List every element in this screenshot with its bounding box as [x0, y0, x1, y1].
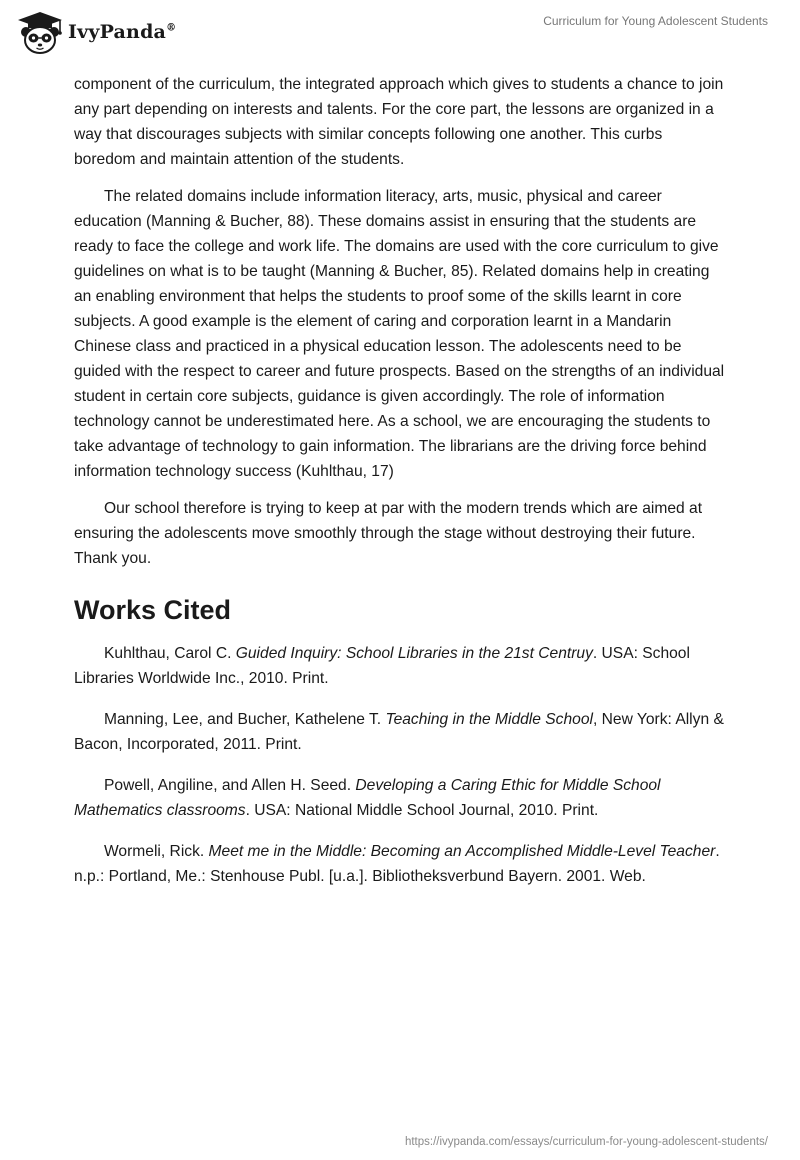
page-header [0, 0, 800, 64]
citation-authors: Kuhlthau, Carol C. [104, 645, 236, 662]
citation-details: . USA: School Libraries Worldwide Inc., 2010. Print. [74, 645, 690, 687]
citation-entry [74, 839, 726, 889]
citation-title: Teaching in the Middle School [385, 711, 593, 728]
citation-details: , New York: Allyn & Bacon, Incorporated, 2011. Print. [74, 711, 724, 753]
body-paragraph: Our school therefore is trying to keep at par with the modern trends which are aimed at ensuring the adolescents move smoothly through the stage without destroying their future. Thank you. [74, 500, 703, 567]
citation-authors: Wormeli, Rick. [104, 843, 209, 860]
citation-title: Meet me in the Middle: Becoming an Accomplished Middle-Level Teacher [208, 843, 716, 860]
source-url-link[interactable]: https://ivypanda.com/essays/curriculum-for-young-adolescent-students/ [404, 1136, 768, 1148]
works-cited-heading: Works Cited [74, 595, 232, 625]
citation-authors: Manning, Lee, and Bucher, Kathelene T. [104, 711, 386, 728]
citation-authors: Powell, Angiline, and Allen H. Seed. [104, 777, 356, 794]
citation-title: Developing a Caring Ethic for Middle School Mathematics classrooms [74, 777, 661, 819]
citation-details: . n.p.: Portland, Me.: Stenhouse Publ. [u.a.]. Bibliotheksverbund Bayern. 2001. Web. [74, 843, 720, 885]
panda-graduate-icon [14, 10, 66, 54]
citation-details: . USA: National Middle School Journal, 2010. Print. [245, 802, 599, 819]
citation-entry [74, 707, 726, 757]
citation-entry [74, 773, 726, 823]
brand-name: IvyPanda® [68, 21, 177, 43]
citation-entry [74, 641, 726, 691]
body-paragraph: The related domains include information literacy, arts, music, physical and career education (Manning & Bucher, 88). These domains assist in ensuring that the students are ready to face the college and work life. The domains are used with the core curriculum to give guidelines on what is to be taught (Manning & Bucher, 85). Related domains help in creating an enabling environment that helps the students to proof some of the skills learnt in core subjects. A good example is the element of caring and corporation learnt in a Mandarin Chinese class and practiced in a physical education lesson. The adolescents need to be guided with the respect to career and future prospects. Based on the strengths of an individual student in certain core subjects, guidance is given accordingly. The role of information technology cannot be underestimated here. As a school, we are encouraging the students to take advantage of technology to gain information. The librarians are the driving force behind information technology success (Kuhlthau, 17) [74, 188, 725, 480]
ivypanda-logo[interactable] [14, 10, 176, 54]
body-paragraph: component of the curriculum, the integrated approach which gives to students a chance to join any part depending on interests and talents. For the core part, the lessons are organized in a way that discourages subjects with similar concepts following one another. This curbs boredom and maintain attention of the students. [74, 76, 724, 168]
citation-title: Guided Inquiry: School Libraries in the 21st Centruy [235, 645, 593, 662]
registered-mark: ® [166, 22, 177, 34]
document-title: Curriculum for Young Adolescent Students [543, 14, 768, 28]
essay-content [74, 72, 726, 905]
